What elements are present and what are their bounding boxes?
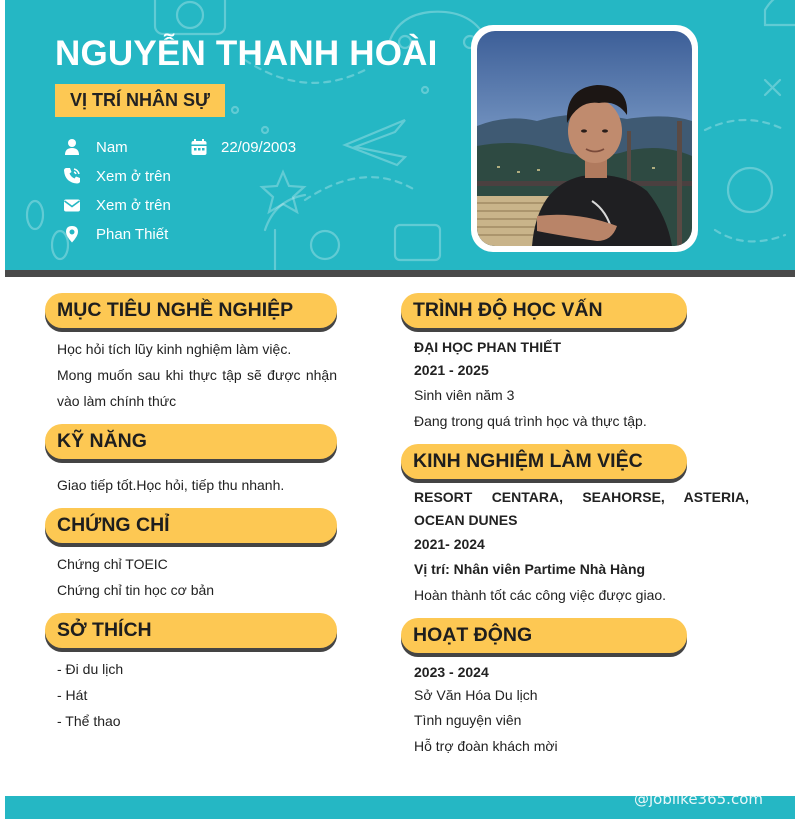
- education-heading: TRÌNH ĐỘ HỌC VẤN: [401, 293, 687, 328]
- cv-page: [5, 0, 795, 819]
- watermark-text: @joblike365.com: [633, 790, 763, 808]
- activity-item: Tình nguyện viên: [414, 712, 522, 728]
- hobby-item: - Thể thao: [57, 713, 121, 729]
- education-school: ĐẠI HỌC PHAN THIẾT: [414, 339, 561, 355]
- gender-text: Nam: [96, 138, 128, 156]
- objective-heading: MỤC TIÊU NGHỀ NGHIỆP: [45, 293, 337, 328]
- skills-line-1: Giao tiếp tốt.Học hỏi, tiếp thu nhanh.: [57, 477, 285, 493]
- activities-heading: HOẠT ĐỘNG: [401, 618, 687, 653]
- birthdate-text: 22/09/2003: [221, 138, 297, 156]
- certificates-heading: CHỨNG CHỈ: [45, 508, 337, 543]
- header-divider: [5, 270, 795, 277]
- certificate-item: Chứng chỉ tin học cơ bản: [57, 582, 215, 598]
- phone-icon: [63, 167, 81, 185]
- calendar-icon: [190, 138, 208, 156]
- hobby-item: - Đi du lịch: [57, 661, 124, 677]
- experience-company: RESORT CENTARA, SEAHORSE, ASTERIA, OCEAN DUNES: [414, 489, 749, 528]
- phone-row: [63, 167, 171, 185]
- address-text: Phan Thiết: [96, 225, 169, 243]
- phone-text: Xem ở trên: [96, 167, 171, 185]
- candidate-name: NGUYỄN THANH HOÀI: [55, 34, 438, 73]
- education-period: 2021 - 2025: [414, 362, 489, 378]
- profile-photo-frame: [471, 25, 698, 252]
- experience-heading: KINH NGHIỆM LÀM VIỆC: [401, 444, 687, 479]
- user-icon: [63, 138, 81, 156]
- hobbies-heading: SỞ THÍCH: [45, 613, 337, 648]
- objective-line-1: Học hỏi tích lũy kinh nghiệm làm việc.: [57, 341, 292, 357]
- experience-period: 2021- 2024: [414, 536, 485, 552]
- address-row: [63, 225, 168, 243]
- certificate-item: Chứng chỉ TOEIC: [57, 556, 168, 572]
- activity-item: Sở Văn Hóa Du lịch: [414, 687, 538, 703]
- birthdate-row: [190, 138, 296, 156]
- skills-heading: KỸ NĂNG: [45, 424, 337, 459]
- education-line-2: Đang trong quá trình học và thực tập.: [414, 413, 647, 429]
- gender-row: [63, 138, 128, 156]
- hobby-item: - Hát: [57, 687, 88, 703]
- cv-header: [5, 0, 795, 270]
- experience-description: Hoàn thành tốt các công việc được giao.: [414, 587, 667, 603]
- education-line-1: Sinh viên năm 3: [414, 387, 515, 403]
- envelope-icon: [63, 196, 81, 214]
- activity-item: Hỗ trợ đoàn khách mời: [414, 738, 558, 754]
- objective-line-2: Mong muốn sau khi thực tập sẽ được nhận vào làm chính thức: [57, 367, 337, 409]
- email-text: Xem ở trên: [96, 196, 171, 214]
- profile-photo: [477, 31, 692, 246]
- activities-period: 2023 - 2024: [414, 664, 489, 680]
- experience-role: Vị trí: Nhân viên Partime Nhà Hàng: [414, 561, 646, 577]
- email-row: [63, 196, 171, 214]
- position-badge: VỊ TRÍ NHÂN SỰ: [55, 84, 225, 117]
- map-pin-icon: [63, 225, 81, 243]
